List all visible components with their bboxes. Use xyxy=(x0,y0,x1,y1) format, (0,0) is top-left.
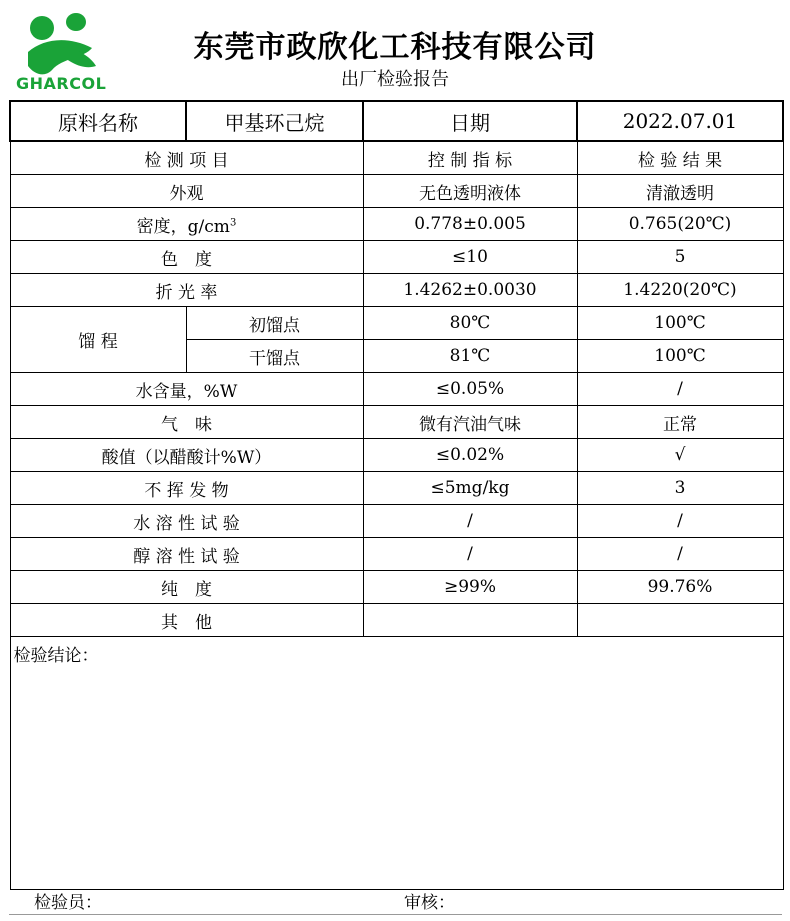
table-row xyxy=(10,208,783,241)
row-spec: 81℃ xyxy=(363,340,577,373)
material-value: 甲基环己烷 xyxy=(186,101,363,141)
row-spec: / xyxy=(363,538,577,571)
row-result xyxy=(577,604,783,637)
col-spec: 控 制 指 标 xyxy=(363,141,577,175)
row-label: 醇 溶 性 试 验 xyxy=(10,538,363,571)
inspector-label: 检验员： xyxy=(34,893,102,913)
row-label: 初馏点 xyxy=(186,307,363,340)
row-spec: 无色透明液体 xyxy=(363,175,577,208)
density-sup: 3 xyxy=(229,216,237,228)
row-label: 气 味 xyxy=(10,406,363,439)
date-value: 2022.07.01 xyxy=(577,101,783,141)
col-result: 检 验 结 果 xyxy=(577,141,783,175)
row-spec: ≥99% xyxy=(363,571,577,604)
material-label: 原料名称 xyxy=(10,101,186,141)
report-title: 出厂检验报告 xyxy=(341,69,449,90)
row-result: / xyxy=(577,538,783,571)
table-row xyxy=(10,175,783,208)
table-row xyxy=(10,241,783,274)
inspection-table xyxy=(9,100,784,890)
row-spec: 0.778±0.005 xyxy=(363,208,577,241)
row-label: 色 度 xyxy=(10,241,363,274)
row-result: / xyxy=(577,373,783,406)
row-label: 其 他 xyxy=(10,604,363,637)
table-row xyxy=(10,505,783,538)
row-spec: ≤0.02% xyxy=(363,439,577,472)
row-spec xyxy=(363,604,577,637)
company-name: 东莞市政欣化工科技有限公司 xyxy=(193,30,597,65)
row-result: 5 xyxy=(577,241,783,274)
conclusion-label: 检验结论： xyxy=(13,646,99,666)
row-label: 水 溶 性 试 验 xyxy=(10,505,363,538)
density-label: 密度，g/cm xyxy=(136,216,230,237)
row-label: 外观 xyxy=(10,175,363,208)
row-result: 99.76% xyxy=(577,571,783,604)
table-row xyxy=(10,538,783,571)
row-result: 1.4220(20℃) xyxy=(577,274,783,307)
row-spec: ≤10 xyxy=(363,241,577,274)
row-result: 100℃ xyxy=(577,307,783,340)
row-result: 正常 xyxy=(577,406,783,439)
table-row xyxy=(10,571,783,604)
row-result: 100℃ xyxy=(577,340,783,373)
logo-text: GHARCOL xyxy=(16,74,107,93)
row-label: 水含量，%W xyxy=(10,373,363,406)
row-label: 干馏点 xyxy=(186,340,363,373)
header-row xyxy=(10,101,783,141)
row-spec: 80℃ xyxy=(363,307,577,340)
table-row xyxy=(10,439,783,472)
table-row xyxy=(10,406,783,439)
row-label: 纯 度 xyxy=(10,571,363,604)
row-result: 0.765(20℃) xyxy=(577,208,783,241)
conclusion-row xyxy=(10,637,783,890)
row-label xyxy=(10,208,363,241)
table-row xyxy=(10,604,783,637)
row-spec: 1.4262±0.0030 xyxy=(363,274,577,307)
row-result: 清澈透明 xyxy=(577,175,783,208)
row-result: √ xyxy=(577,439,783,472)
row-spec: / xyxy=(363,505,577,538)
row-label: 酸值（以醋酸计%W） xyxy=(10,439,363,472)
table-row xyxy=(10,472,783,505)
distillation-label: 馏 程 xyxy=(10,307,186,373)
column-header-row xyxy=(10,141,783,175)
reviewer-label: 审核： xyxy=(404,893,455,913)
row-result: 3 xyxy=(577,472,783,505)
row-spec: ≤5mg/kg xyxy=(363,472,577,505)
table-row xyxy=(10,307,783,340)
table-row xyxy=(10,274,783,307)
row-result: / xyxy=(577,505,783,538)
date-label: 日期 xyxy=(363,101,577,141)
footer-divider xyxy=(9,914,782,915)
conclusion-cell xyxy=(10,637,783,890)
row-label: 折 光 率 xyxy=(10,274,363,307)
row-label: 不 挥 发 物 xyxy=(10,472,363,505)
row-spec: 微有汽油气味 xyxy=(363,406,577,439)
row-spec: ≤0.05% xyxy=(363,373,577,406)
table-row xyxy=(10,373,783,406)
col-item: 检 测 项 目 xyxy=(10,141,363,175)
